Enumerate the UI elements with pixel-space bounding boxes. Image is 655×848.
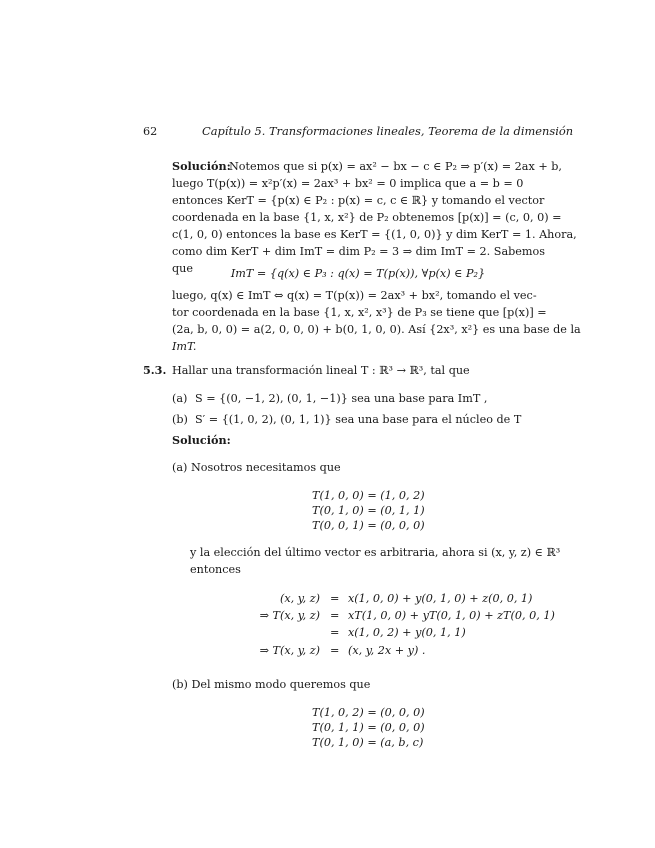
solution-line: luego T(p(x)) = x²p′(x) = 2ax³ + bx² = 0 implica que a = b = 0 <box>172 177 524 190</box>
middle-line: entonces <box>190 563 241 576</box>
equation-line: T(0, 0, 1) = (0, 0, 0) <box>312 519 425 532</box>
aligned-rhs: (x, y, 2x + y) . <box>348 644 426 657</box>
problem-part-label: (b) <box>172 413 188 426</box>
part-a-intro: (a) Nosotros necesitamos que <box>172 461 341 474</box>
solution-line: Notemos que si p(x) = ax² − bx − c ∈ P₂ ⇒ p′(x) = 2ax + b, <box>229 160 562 173</box>
aligned-op: = <box>330 592 340 605</box>
aligned-op: = <box>330 644 340 657</box>
equation-line: T(0, 1, 1) = (0, 0, 0) <box>312 721 425 734</box>
aligned-lhs: (x, y, z) <box>280 592 320 605</box>
running-title: Capítulo 5. Transformaciones lineales, Teorema de la dimensión <box>202 124 574 138</box>
solution-line: ImT. <box>172 340 197 353</box>
centered-equation: ImT = {q(x) ∈ P₃ : q(x) = T(p(x)), ∀p(x) ∈ P₂} <box>230 267 486 280</box>
page-number: 62 <box>143 125 158 138</box>
problem-part-label: (a) <box>172 392 188 405</box>
problem-statement: Hallar una transformación lineal T : ℝ³ → ℝ³, tal que <box>172 364 470 377</box>
solution-line: luego, q(x) ∈ ImT ⇔ q(x) = T(p(x)) = 2ax³ + bx², tomando el vec- <box>172 289 537 302</box>
aligned-rhs: xT(1, 0, 0) + yT(0, 1, 0) + zT(0, 0, 1) <box>348 609 555 622</box>
equation-line: T(0, 1, 0) = (a, b, c) <box>312 736 424 749</box>
solution-label: Solución: <box>172 159 231 173</box>
solution2-label: Solución: <box>172 433 231 447</box>
aligned-op: = <box>330 626 340 639</box>
equation-line: T(1, 0, 2) = (0, 0, 0) <box>312 706 425 719</box>
part-b-intro: (b) Del mismo modo queremos que <box>172 678 371 691</box>
solution-line: c(1, 0, 0) entonces la base es KerT = {(1, 0, 0)} y dim KerT = 1. Ahora, <box>172 228 577 241</box>
middle-line: y la elección del último vector es arbitraria, ahora si (x, y, z) ∈ ℝ³ <box>190 546 561 559</box>
aligned-rhs: x(1, 0, 0) + y(0, 1, 0) + z(0, 0, 1) <box>348 592 533 605</box>
solution-line: entonces KerT = {p(x) ∈ P₂ : p(x) = c, c ∈ ℝ} y tomando el vector <box>172 194 545 207</box>
solution-line: que <box>172 262 193 275</box>
problem-part-text: S = {(0, −1, 2), (0, 1, −1)} sea una base para ImT , <box>195 392 488 405</box>
aligned-lhs: ⇒ T(x, y, z) <box>259 644 320 657</box>
aligned-op: = <box>330 609 340 622</box>
problem-part-text: S′ = {(1, 0, 2), (0, 1, 1)} sea una base para el núcleo de T <box>195 413 522 426</box>
solution-line: coordenada en la base {1, x, x²} de P₂ obtenemos [p(x)] = (c, 0, 0) = <box>172 211 562 224</box>
aligned-lhs: ⇒ T(x, y, z) <box>259 609 320 622</box>
solution-line: tor coordenada en la base {1, x, x², x³} de P₃ se tiene que [p(x)] = <box>172 306 547 319</box>
equation-line: T(0, 1, 0) = (0, 1, 1) <box>312 504 425 517</box>
solution-line: (2a, b, 0, 0) = a(2, 0, 0, 0) + b(0, 1, 0, 0). Así {2x³, x²} es una base de la <box>172 323 581 336</box>
equation-line: T(1, 0, 0) = (1, 0, 2) <box>312 489 425 502</box>
solution-line: como dim KerT + dim ImT = dim P₂ = 3 ⇒ dim ImT = 2. Sabemos <box>172 245 545 258</box>
aligned-rhs: x(1, 0, 2) + y(0, 1, 1) <box>348 626 466 639</box>
problem-number: 5.3. <box>143 363 167 377</box>
